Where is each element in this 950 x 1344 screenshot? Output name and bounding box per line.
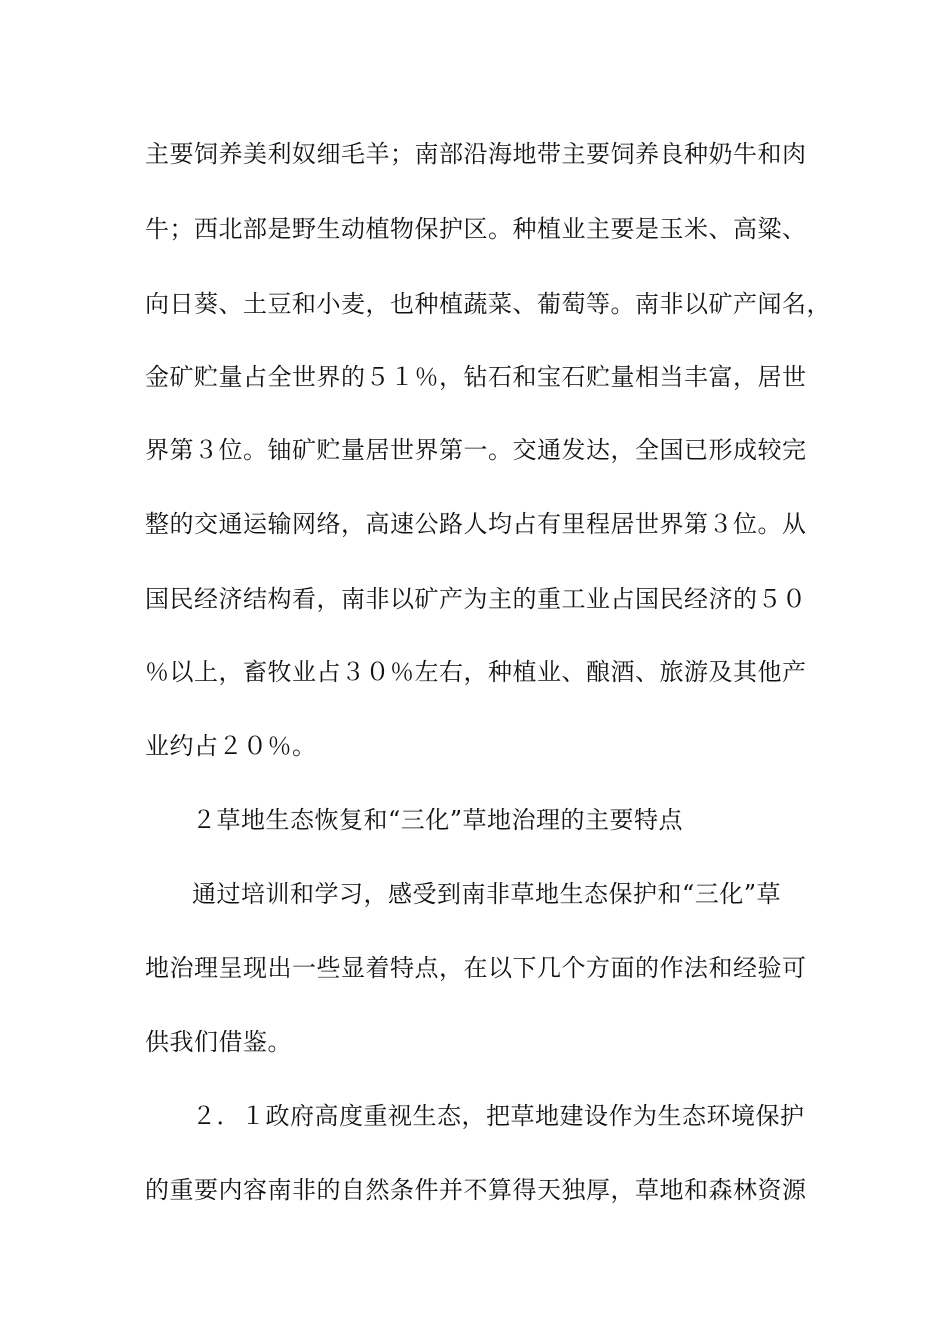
paragraph-line: 的重要内容南非的自然条件并不算得天独厚，草地和森林资源	[145, 1176, 807, 1204]
section-heading: ２草地生态恢复和“三化”草地治理的主要特点	[192, 806, 684, 834]
paragraph-line: 地治理呈现出一些显着特点，在以下几个方面的作法和经验可	[145, 954, 807, 982]
paragraph-line: 整的交通运输网络，高速公路人均占有里程居世界第３位。从	[145, 510, 807, 538]
paragraph-line: 通过培训和学习，感受到南非草地生态保护和“三化”草	[192, 880, 782, 908]
paragraph-line: ％以上，畜牧业占３０％左右，种植业、酿酒、旅游及其他产	[145, 658, 807, 686]
paragraph-line: 国民经济结构看，南非以矿产为主的重工业占国民经济的５０	[145, 585, 807, 613]
paragraph-line: 向日葵、土豆和小麦，也种植蔬菜、葡萄等。南非以矿产闻名，	[145, 290, 831, 318]
subsection-heading: ２．１政府高度重视生态，把草地建设作为生态环境保护	[192, 1102, 805, 1130]
paragraph-line: 金矿贮量占全世界的５１％，钻石和宝石贮量相当丰富，居世	[145, 363, 807, 391]
paragraph-line: 业约占２０％。	[145, 732, 317, 760]
paragraph-line: 界第３位。铀矿贮量居世界第一。交通发达，全国已形成较完	[145, 436, 807, 464]
paragraph-line: 供我们借鉴。	[145, 1028, 292, 1056]
paragraph-line: 牛；西北部是野生动植物保护区。种植业主要是玉米、高粱、	[145, 215, 807, 243]
paragraph-line: 主要饲养美利奴细毛羊；南部沿海地带主要饲养良种奶牛和肉	[145, 140, 807, 168]
